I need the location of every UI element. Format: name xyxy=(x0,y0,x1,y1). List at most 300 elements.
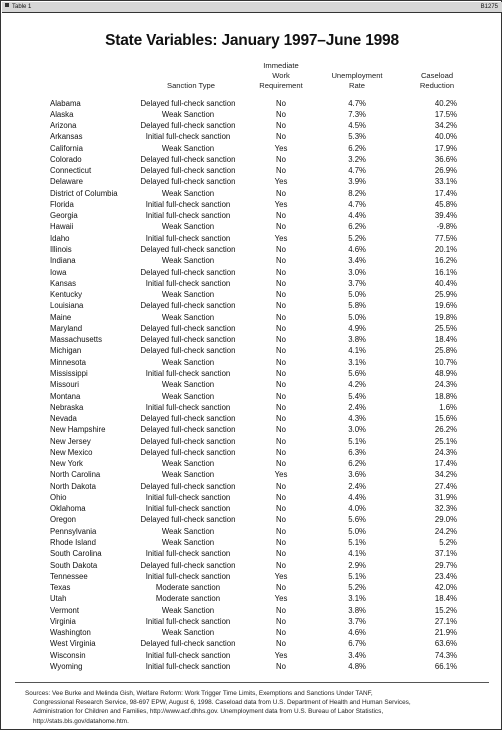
table-row xyxy=(1,413,503,424)
caseload-reduction-cell: 21.9% xyxy=(434,628,457,638)
unemployment-rate-cell: 5.1% xyxy=(348,571,366,581)
work-requirement-cell: No xyxy=(276,211,286,221)
work-requirement-cell: No xyxy=(276,402,286,412)
state-cell: Washington xyxy=(50,628,91,638)
table-row xyxy=(1,368,503,379)
work-requirement-cell: No xyxy=(276,98,286,108)
caseload-reduction-cell: 17.4% xyxy=(434,459,457,469)
table-row xyxy=(1,199,503,210)
sanction-type-cell: Initial full-check sanction xyxy=(145,132,231,142)
work-requirement-cell: No xyxy=(276,515,286,525)
sanction-type-cell: Weak Sanction xyxy=(161,380,215,390)
work-requirement-cell: No xyxy=(276,628,286,638)
unemployment-rate-cell: 4.2% xyxy=(348,380,366,390)
work-requirement-cell: No xyxy=(276,391,286,401)
caseload-reduction-cell: 24.3% xyxy=(434,447,457,457)
caseload-reduction-cell: 25.8% xyxy=(434,346,457,356)
work-requirement-cell: No xyxy=(276,538,286,548)
work-requirement-cell: No xyxy=(276,481,286,491)
sanction-type-cell: Delayed full-check sanction xyxy=(140,301,236,311)
state-cell: Idaho xyxy=(50,233,70,243)
sanction-type-cell: Initial full-check sanction xyxy=(145,211,231,221)
sanction-type-cell: Delayed full-check sanction xyxy=(140,414,236,424)
table-row xyxy=(1,424,503,435)
sanction-type-cell: Weak Sanction xyxy=(161,256,215,266)
col-header-unemployment-rate: Unemployment Rate xyxy=(331,71,383,90)
sanction-type-cell: Delayed full-check sanction xyxy=(140,267,236,277)
work-requirement-cell: No xyxy=(276,346,286,356)
table-row xyxy=(1,165,503,176)
table-row xyxy=(1,593,503,604)
work-requirement-cell: No xyxy=(276,301,286,311)
sanction-type-cell: Delayed full-check sanction xyxy=(140,335,236,345)
work-requirement-cell: Yes xyxy=(274,470,288,480)
table-row xyxy=(1,492,503,503)
caseload-reduction-cell: 37.1% xyxy=(434,549,457,559)
unemployment-rate-cell: 3.6% xyxy=(348,470,366,480)
caseload-reduction-cell: 29.0% xyxy=(434,515,457,525)
sanction-type-cell: Weak Sanction xyxy=(161,605,215,615)
sanction-type-cell: Weak Sanction xyxy=(161,538,215,548)
table-row xyxy=(1,582,503,593)
divider xyxy=(15,682,489,683)
state-cell: Wisconsin xyxy=(50,650,86,660)
caseload-reduction-cell: 36.6% xyxy=(434,154,457,164)
unemployment-rate-cell: 4.4% xyxy=(348,211,366,221)
state-cell: Illinois xyxy=(50,245,72,254)
work-requirement-cell: No xyxy=(276,222,286,232)
table-row xyxy=(1,526,503,537)
sanction-type-cell: Initial full-check sanction xyxy=(145,492,231,502)
table-row xyxy=(1,334,503,345)
caseload-reduction-cell: 17.4% xyxy=(434,188,457,198)
state-cell: Nebraska xyxy=(50,402,84,412)
unemployment-rate-cell: 5.1% xyxy=(348,538,366,548)
unemployment-rate-cell: 3.0% xyxy=(348,267,366,277)
state-cell: Maine xyxy=(50,312,72,322)
state-cell: New York xyxy=(50,459,83,469)
caseload-reduction-cell: 25.9% xyxy=(434,290,457,300)
state-cell: Montana xyxy=(50,391,81,401)
table-row xyxy=(1,560,503,571)
caseload-reduction-cell: 23.4% xyxy=(434,571,457,581)
caseload-reduction-cell: 15.2% xyxy=(434,605,457,615)
unemployment-rate-cell: 3.8% xyxy=(348,335,366,345)
unemployment-rate-cell: 3.2% xyxy=(348,154,366,164)
caseload-reduction-cell: 27.4% xyxy=(434,481,457,491)
page-title: State Variables: January 1997–June 1998 xyxy=(105,32,399,49)
caseload-reduction-cell: 24.3% xyxy=(434,380,457,390)
sanction-type-cell: Delayed full-check sanction xyxy=(140,98,236,108)
caseload-reduction-cell: 32.3% xyxy=(434,504,457,514)
work-requirement-cell: No xyxy=(276,368,286,378)
unemployment-rate-cell: 4.7% xyxy=(348,166,366,176)
state-cell: Florida xyxy=(50,199,74,209)
work-requirement-cell: Yes xyxy=(274,650,288,660)
table-row xyxy=(1,379,503,390)
work-requirement-cell: No xyxy=(276,335,286,345)
work-requirement-cell: No xyxy=(276,662,286,671)
state-cell: Delaware xyxy=(50,177,83,187)
sanction-type-cell: Delayed full-check sanction xyxy=(140,323,236,333)
unemployment-rate-cell: 4.8% xyxy=(348,662,366,671)
sanction-type-cell: Delayed full-check sanction xyxy=(140,177,236,187)
table-row xyxy=(1,436,503,447)
caseload-reduction-cell: 27.1% xyxy=(434,616,457,626)
table-row xyxy=(1,481,503,492)
sanction-type-cell: Delayed full-check sanction xyxy=(140,346,236,356)
table-row xyxy=(1,537,503,548)
work-requirement-cell: No xyxy=(276,245,286,254)
caseload-reduction-cell: 34.2% xyxy=(434,470,457,480)
work-requirement-cell: No xyxy=(276,639,286,649)
table-row xyxy=(1,650,503,661)
work-requirement-cell: Yes xyxy=(274,143,288,153)
unemployment-rate-cell: 5.0% xyxy=(348,312,366,322)
unemployment-rate-cell: 5.0% xyxy=(348,290,366,300)
state-cell: Vermont xyxy=(50,605,80,615)
sanction-type-cell: Delayed full-check sanction xyxy=(140,154,236,164)
state-cell: Massachusetts xyxy=(50,335,103,345)
sanction-type-cell: Weak Sanction xyxy=(161,459,215,469)
sanction-type-cell: Weak Sanction xyxy=(161,109,215,119)
table-row xyxy=(1,391,503,402)
caseload-reduction-cell: 31.9% xyxy=(434,492,457,502)
caseload-reduction-cell: 20.1% xyxy=(434,245,457,254)
work-requirement-cell: No xyxy=(276,188,286,198)
sanction-type-cell: Initial full-check sanction xyxy=(145,504,231,514)
sanction-type-cell: Delayed full-check sanction xyxy=(140,447,236,457)
state-cell: Mississippi xyxy=(50,368,88,378)
state-cell: North Carolina xyxy=(50,470,101,480)
state-cell: Missouri xyxy=(50,380,80,390)
work-requirement-cell: No xyxy=(276,256,286,266)
table-row xyxy=(1,109,503,120)
state-cell: Virginia xyxy=(50,616,76,626)
table-row xyxy=(1,244,503,255)
caseload-reduction-cell: 29.7% xyxy=(434,560,457,570)
state-cell: Iowa xyxy=(50,267,67,277)
sanction-type-cell: Weak Sanction xyxy=(161,470,215,480)
state-cell: New Jersey xyxy=(50,436,91,446)
state-cell: South Dakota xyxy=(50,560,98,570)
state-cell: Connecticut xyxy=(50,166,92,176)
sanction-type-cell: Moderate sanction xyxy=(155,594,221,604)
state-cell: Alaska xyxy=(50,109,74,119)
caseload-reduction-cell: 16.1% xyxy=(434,267,457,277)
work-requirement-cell: No xyxy=(276,447,286,457)
col-header-work-requirement: Immediate Work Requirement xyxy=(259,61,303,90)
unemployment-rate-cell: 2.4% xyxy=(348,481,366,491)
caseload-reduction-cell: 26.9% xyxy=(434,166,457,176)
unemployment-rate-cell: 3.7% xyxy=(348,278,366,288)
work-requirement-cell: No xyxy=(276,323,286,333)
sanction-type-cell: Delayed full-check sanction xyxy=(140,515,236,525)
work-requirement-cell: No xyxy=(276,583,286,593)
caseload-reduction-cell: 66.1% xyxy=(434,662,457,671)
work-requirement-cell: Yes xyxy=(274,177,288,187)
unemployment-rate-cell: 3.7% xyxy=(348,616,366,626)
state-cell: Rhode Island xyxy=(50,538,96,548)
sanction-type-cell: Delayed full-check sanction xyxy=(140,425,236,435)
unemployment-rate-cell: 5.2% xyxy=(348,233,366,243)
sanction-type-cell: Initial full-check sanction xyxy=(145,368,231,378)
work-requirement-cell: Yes xyxy=(274,571,288,581)
unemployment-rate-cell: 3.4% xyxy=(348,650,366,660)
unemployment-rate-cell: 4.5% xyxy=(348,121,366,131)
window-code: B1275 xyxy=(480,4,498,10)
state-cell: Indiana xyxy=(50,256,76,266)
state-cell: Hawaii xyxy=(50,222,74,232)
sanction-type-cell: Weak Sanction xyxy=(161,628,215,638)
state-cell: Michigan xyxy=(50,346,82,356)
work-requirement-cell: Yes xyxy=(274,199,288,209)
state-cell: Georgia xyxy=(50,211,78,221)
table-row xyxy=(1,605,503,616)
work-requirement-cell: No xyxy=(276,436,286,446)
unemployment-rate-cell: 5.4% xyxy=(348,391,366,401)
table-row xyxy=(1,357,503,368)
caseload-reduction-cell: 26.2% xyxy=(434,425,457,435)
unemployment-rate-cell: 3.8% xyxy=(348,605,366,615)
table-row xyxy=(1,221,503,232)
sources-line-3: Administration for Children and Families, http://www.acf.dhhs.gov. Unemployment data from U.S. Bureau of Labor Statistics, xyxy=(33,708,384,716)
sanction-type-cell: Delayed full-check sanction xyxy=(140,560,236,570)
caseload-reduction-cell: 40.4% xyxy=(434,278,457,288)
caseload-reduction-cell: 39.4% xyxy=(434,211,457,221)
sanction-type-cell: Initial full-check sanction xyxy=(145,233,231,243)
unemployment-rate-cell: 4.4% xyxy=(348,492,366,502)
table-row xyxy=(1,210,503,221)
state-cell: Alabama xyxy=(50,98,81,108)
unemployment-rate-cell: 4.7% xyxy=(348,98,366,108)
unemployment-rate-cell: 5.6% xyxy=(348,368,366,378)
work-requirement-cell: No xyxy=(276,267,286,277)
work-requirement-cell: No xyxy=(276,312,286,322)
unemployment-rate-cell: 3.9% xyxy=(348,177,366,187)
unemployment-rate-cell: 2.4% xyxy=(348,402,366,412)
state-cell: New Mexico xyxy=(50,447,93,457)
sanction-type-cell: Moderate sanction xyxy=(155,583,221,593)
caseload-reduction-cell: 77.5% xyxy=(434,233,457,243)
caseload-reduction-cell: 17.9% xyxy=(434,143,457,153)
unemployment-rate-cell: 3.1% xyxy=(348,357,366,367)
table-row xyxy=(1,548,503,559)
work-requirement-cell: No xyxy=(276,616,286,626)
col-header-sanction-type: Sanction Type xyxy=(167,81,215,90)
table-row xyxy=(1,345,503,356)
caseload-reduction-cell: 15.6% xyxy=(434,414,457,424)
work-requirement-cell: No xyxy=(276,154,286,164)
state-cell: Arizona xyxy=(50,121,77,131)
unemployment-rate-cell: 6.7% xyxy=(348,639,366,649)
state-cell: Wyoming xyxy=(50,662,83,671)
caseload-reduction-cell: 25.1% xyxy=(434,436,457,446)
table-row xyxy=(1,503,503,514)
caseload-reduction-cell: 18.4% xyxy=(434,335,457,345)
sanction-type-cell: Delayed full-check sanction xyxy=(140,121,236,131)
caseload-reduction-cell: 45.8% xyxy=(434,199,457,209)
caseload-reduction-cell: 25.5% xyxy=(434,323,457,333)
table-row xyxy=(1,469,503,480)
unemployment-rate-cell: 4.6% xyxy=(348,245,366,254)
state-cell: Kentucky xyxy=(50,290,83,300)
caseload-reduction-cell: 48.9% xyxy=(434,368,457,378)
window-titlebar xyxy=(2,2,502,13)
sanction-type-cell: Weak Sanction xyxy=(161,188,215,198)
state-cell: Texas xyxy=(50,583,71,593)
sanction-type-cell: Weak Sanction xyxy=(161,391,215,401)
sanction-type-cell: Weak Sanction xyxy=(161,222,215,232)
unemployment-rate-cell: 8.2% xyxy=(348,188,366,198)
work-requirement-cell: No xyxy=(276,459,286,469)
window-square-icon xyxy=(5,3,9,7)
table-row xyxy=(1,638,503,649)
state-cell: Kansas xyxy=(50,278,77,288)
unemployment-rate-cell: 4.9% xyxy=(348,323,366,333)
col-header-caseload-reduction: Caseload Reduction xyxy=(419,71,455,90)
unemployment-rate-cell: 6.2% xyxy=(348,143,366,153)
caseload-reduction-cell: 34.2% xyxy=(434,121,457,131)
sanction-type-cell: Weak Sanction xyxy=(161,526,215,536)
unemployment-rate-cell: 5.1% xyxy=(348,436,366,446)
table-row xyxy=(1,154,503,165)
unemployment-rate-cell: 6.2% xyxy=(348,459,366,469)
unemployment-rate-cell: 5.3% xyxy=(348,132,366,142)
table-row xyxy=(1,98,503,109)
sources-note xyxy=(25,689,485,726)
state-cell: South Carolina xyxy=(50,549,102,559)
unemployment-rate-cell: 7.3% xyxy=(348,109,366,119)
caseload-reduction-cell: 63.6% xyxy=(434,639,457,649)
unemployment-rate-cell: 5.8% xyxy=(348,301,366,311)
table-row xyxy=(1,458,503,469)
state-cell: North Dakota xyxy=(50,481,96,491)
table-row xyxy=(1,514,503,525)
state-cell: Utah xyxy=(50,594,67,604)
state-cell: Colorado xyxy=(50,154,82,164)
table-row xyxy=(1,188,503,199)
state-cell: District of Columbia xyxy=(50,188,118,198)
work-requirement-cell: No xyxy=(276,526,286,536)
unemployment-rate-cell: 6.2% xyxy=(348,222,366,232)
sanction-type-cell: Delayed full-check sanction xyxy=(140,436,236,446)
unemployment-rate-cell: 6.3% xyxy=(348,447,366,457)
caseload-reduction-cell: 5.2% xyxy=(439,538,457,548)
work-requirement-cell: No xyxy=(276,605,286,615)
unemployment-rate-cell: 3.0% xyxy=(348,425,366,435)
sanction-type-cell: Initial full-check sanction xyxy=(145,650,231,660)
sanction-type-cell: Initial full-check sanction xyxy=(145,278,231,288)
state-cell: Oregon xyxy=(50,515,77,525)
work-requirement-cell: No xyxy=(276,380,286,390)
table-row xyxy=(1,267,503,278)
unemployment-rate-cell: 3.1% xyxy=(348,594,366,604)
caseload-reduction-cell: 19.6% xyxy=(434,301,457,311)
state-cell: Oklahoma xyxy=(50,504,86,514)
sanction-type-cell: Weak Sanction xyxy=(161,357,215,367)
state-cell: Pennsylvania xyxy=(50,526,97,536)
sanction-type-cell: Initial full-check sanction xyxy=(145,662,231,671)
sanction-type-cell: Weak Sanction xyxy=(161,290,215,300)
state-cell: Louisiana xyxy=(50,301,84,311)
table-row xyxy=(1,255,503,266)
work-requirement-cell: No xyxy=(276,132,286,142)
table-row xyxy=(1,616,503,627)
sanction-type-cell: Initial full-check sanction xyxy=(145,402,231,412)
work-requirement-cell: No xyxy=(276,549,286,559)
caseload-reduction-cell: 40.0% xyxy=(434,132,457,142)
window-tab-label: Table 1 xyxy=(12,4,32,10)
window-tab[interactable] xyxy=(5,2,31,12)
caseload-reduction-cell: 19.8% xyxy=(434,312,457,322)
state-cell: Tennessee xyxy=(50,571,88,581)
table-row xyxy=(1,323,503,334)
sanction-type-cell: Weak Sanction xyxy=(161,143,215,153)
unemployment-rate-cell: 5.2% xyxy=(348,583,366,593)
table-row xyxy=(1,312,503,323)
sanction-type-cell: Delayed full-check sanction xyxy=(140,166,236,176)
table-row xyxy=(1,233,503,244)
caseload-reduction-cell: 74.3% xyxy=(434,650,457,660)
caseload-reduction-cell: -9.8% xyxy=(436,222,457,232)
sanction-type-cell: Initial full-check sanction xyxy=(145,616,231,626)
caseload-reduction-cell: 10.7% xyxy=(434,357,457,367)
state-cell: New Hampshire xyxy=(50,425,106,435)
table-row xyxy=(1,300,503,311)
table-row xyxy=(1,120,503,131)
work-requirement-cell: No xyxy=(276,504,286,514)
caseload-reduction-cell: 40.2% xyxy=(434,98,457,108)
table-row xyxy=(1,402,503,413)
work-requirement-cell: No xyxy=(276,425,286,435)
state-cell: California xyxy=(50,143,83,153)
work-requirement-cell: No xyxy=(276,357,286,367)
sanction-type-cell: Delayed full-check sanction xyxy=(140,481,236,491)
table-row xyxy=(1,131,503,142)
state-cell: Ohio xyxy=(50,492,67,502)
unemployment-rate-cell: 5.6% xyxy=(348,515,366,525)
work-requirement-cell: Yes xyxy=(274,233,288,243)
work-requirement-cell: No xyxy=(276,278,286,288)
sanction-type-cell: Delayed full-check sanction xyxy=(140,639,236,649)
work-requirement-cell: No xyxy=(276,560,286,570)
unemployment-rate-cell: 4.7% xyxy=(348,199,366,209)
sanction-type-cell: Delayed full-check sanction xyxy=(140,245,236,254)
table-row xyxy=(1,143,503,154)
table-row xyxy=(1,571,503,582)
state-cell: Minnesota xyxy=(50,357,86,367)
caseload-reduction-cell: 16.2% xyxy=(434,256,457,266)
caseload-reduction-cell: 18.4% xyxy=(434,594,457,604)
caseload-reduction-cell: 1.6% xyxy=(439,402,457,412)
sanction-type-cell: Initial full-check sanction xyxy=(145,571,231,581)
work-requirement-cell: No xyxy=(276,109,286,119)
unemployment-rate-cell: 4.6% xyxy=(348,628,366,638)
work-requirement-cell: Yes xyxy=(274,594,288,604)
unemployment-rate-cell: 3.4% xyxy=(348,256,366,266)
table-row xyxy=(1,661,503,672)
table-row xyxy=(1,289,503,300)
sources-line-4: http://stats.bls.gov/datahome.htm. xyxy=(33,717,129,725)
caseload-reduction-cell: 42.0% xyxy=(434,583,457,593)
caseload-reduction-cell: 33.1% xyxy=(434,177,457,187)
work-requirement-cell: No xyxy=(276,290,286,300)
work-requirement-cell: No xyxy=(276,492,286,502)
unemployment-rate-cell: 5.0% xyxy=(348,526,366,536)
caseload-reduction-cell: 24.2% xyxy=(434,526,457,536)
state-cell: Nevada xyxy=(50,414,77,424)
